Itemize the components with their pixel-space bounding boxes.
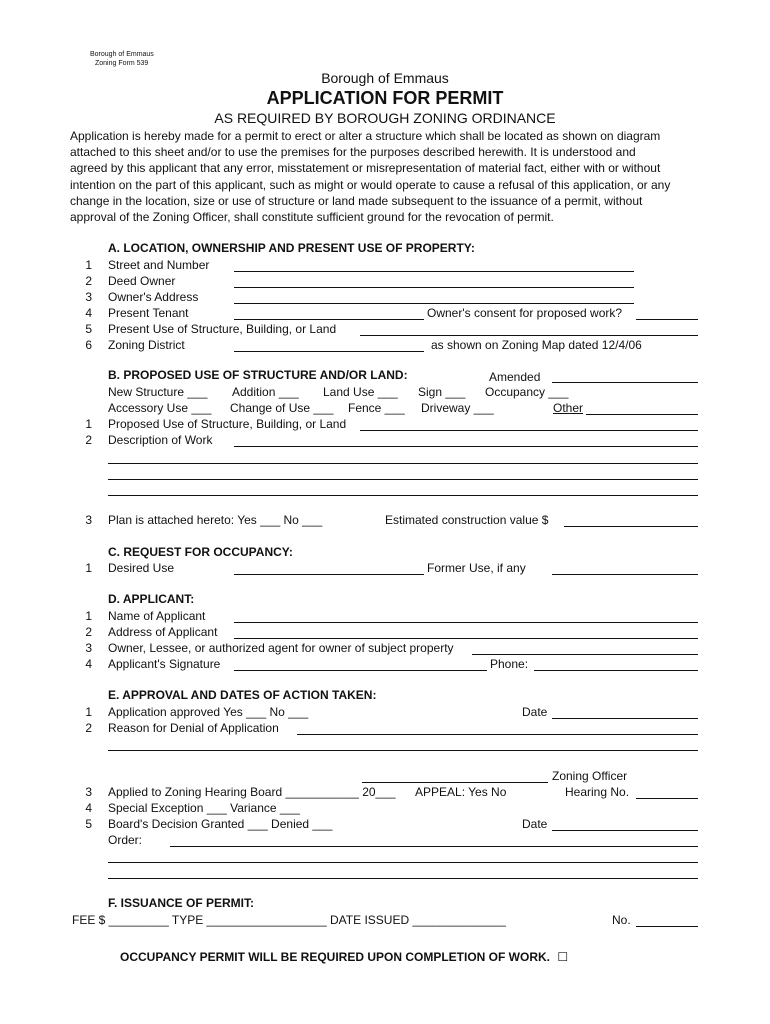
item-number: 1 <box>85 705 92 719</box>
phone-line[interactable] <box>534 670 698 671</box>
zoning-officer-signature-line[interactable] <box>362 782 548 783</box>
item-number: 3 <box>85 785 92 799</box>
other-line[interactable] <box>586 414 698 415</box>
amended-label: Amended <box>489 370 541 384</box>
applicant-signature-line[interactable] <box>234 670 487 671</box>
owner-lessee-label: Owner, Lessee, or authorized agent for owner of subject property <box>108 641 454 655</box>
order-line[interactable] <box>170 846 698 847</box>
zoning-hearing-label: Applied to Zoning Hearing Board ___________ 20___ <box>108 785 396 799</box>
applicant-name-line[interactable] <box>234 622 698 623</box>
item-number: 5 <box>85 322 92 336</box>
section-f-heading: F. ISSUANCE OF PERMIT: <box>108 896 255 910</box>
denial-reason-line[interactable] <box>108 750 698 751</box>
zoning-map-label: as shown on Zoning Map dated 12/4/06 <box>431 338 642 352</box>
hearing-no-label: Hearing No. <box>565 785 630 799</box>
form-number-label: Zoning Form 539 <box>95 60 149 67</box>
owner-consent-label: Owner's consent for proposed work? <box>427 306 623 320</box>
item-number: 2 <box>85 625 92 639</box>
zoning-officer-label: Zoning Officer <box>552 769 628 783</box>
item-number: 2 <box>85 274 92 288</box>
accessory-use-option[interactable]: Accessory Use ___ <box>108 401 212 415</box>
board-decision-label: Board's Decision Granted ___ Denied ___ <box>108 817 333 831</box>
sign-option[interactable]: Sign ___ <box>418 385 466 399</box>
section-e-heading: E. APPROVAL AND DATES OF ACTION TAKEN: <box>108 688 377 702</box>
item-number: 3 <box>85 513 92 527</box>
checkbox-icon[interactable]: ☐ <box>557 950 569 964</box>
item-number: 4 <box>85 801 92 815</box>
present-use-label: Present Use of Structure, Building, or Land <box>108 322 337 336</box>
phone-label: Phone: <box>490 657 529 671</box>
occupancy-notice-text: OCCUPANCY PERMIT WILL BE REQUIRED UPON COMPLETION OF WORK. <box>120 950 551 964</box>
owner-lessee-line[interactable] <box>472 654 698 655</box>
intro-line: attached to this sheet and/or to use the premises for the purposes described herewith. It is understood and <box>70 145 636 160</box>
item-number: 2 <box>85 433 92 447</box>
fence-option[interactable]: Fence ___ <box>348 401 405 415</box>
intro-line: Application is hereby made for a permit to erect or alter a structure which shall be located as shown on diagram <box>70 129 661 143</box>
applicant-name-label: Name of Applicant <box>108 609 206 623</box>
new-structure-option[interactable]: New Structure ___ <box>108 385 208 399</box>
present-tenant-label: Present Tenant <box>108 306 189 320</box>
section-c-heading: C. REQUEST FOR OCCUPANCY: <box>108 545 293 559</box>
applicant-address-line[interactable] <box>234 638 698 639</box>
fee-type-date-line: FEE $ _________ TYPE __________________ DATE ISSUED ______________ <box>72 913 506 927</box>
item-number: 3 <box>85 290 92 304</box>
approval-date-line[interactable] <box>552 718 698 719</box>
intro-line: agreed by this applicant that any error, misstatement or misrepresentation of material fact, either with or without <box>70 161 661 176</box>
description-work-line[interactable] <box>108 479 698 480</box>
addition-option[interactable]: Addition ___ <box>232 385 299 399</box>
appeal-label: APPEAL: Yes No <box>415 785 507 799</box>
estimated-value-line[interactable] <box>564 526 698 527</box>
owner-address-line[interactable] <box>234 303 634 304</box>
description-work-line[interactable] <box>108 495 698 496</box>
description-work-label: Description of Work <box>108 433 213 447</box>
desired-use-line[interactable] <box>234 574 424 575</box>
application-approved-label: Application approved Yes ___ No ___ <box>108 705 309 719</box>
occupancy-notice <box>120 950 568 964</box>
intro-line: change in the location, size or use of structure or land made subsequent to the issuance of a permit, without <box>70 193 643 208</box>
former-use-label: Former Use, if any <box>427 561 526 575</box>
land-use-option[interactable]: Land Use ___ <box>323 385 398 399</box>
item-number: 3 <box>85 641 92 655</box>
item-number: 1 <box>85 417 92 431</box>
item-number: 4 <box>85 657 92 671</box>
intro-line: intention on the part of this applicant, such as might or would operate to cause a refusal of this application, or any <box>70 177 671 192</box>
denial-reason-line[interactable] <box>297 734 698 735</box>
present-use-line[interactable] <box>360 335 698 336</box>
order-line[interactable] <box>108 878 698 879</box>
item-number: 1 <box>85 258 92 272</box>
permit-no-line[interactable] <box>636 926 698 927</box>
order-label: Order: <box>108 833 143 847</box>
approval-date-label: Date <box>522 705 548 719</box>
street-number-line[interactable] <box>234 271 634 272</box>
page-subtitle: AS REQUIRED BY BOROUGH ZONING ORDINANCE <box>214 110 556 126</box>
item-number: 5 <box>85 817 92 831</box>
present-tenant-line[interactable] <box>234 319 424 320</box>
deed-owner-line[interactable] <box>234 287 634 288</box>
intro-paragraph <box>70 128 710 225</box>
former-use-line[interactable] <box>552 574 698 575</box>
zoning-district-label: Zoning District <box>108 338 185 352</box>
applicant-address-label: Address of Applicant <box>108 625 218 639</box>
section-a-heading: A. LOCATION, OWNERSHIP AND PRESENT USE OF PROPERTY: <box>108 241 475 255</box>
page-title: APPLICATION FOR PERMIT <box>266 88 504 108</box>
proposed-use-label: Proposed Use of Structure, Building, or Land <box>108 417 347 431</box>
driveway-option[interactable]: Driveway ___ <box>421 401 494 415</box>
special-exception-label: Special Exception ___ Variance ___ <box>108 801 300 815</box>
proposed-use-line[interactable] <box>360 430 698 431</box>
item-number: 4 <box>85 306 92 320</box>
decision-date-label: Date <box>522 817 548 831</box>
section-b-heading: B. PROPOSED USE OF STRUCTURE AND/OR LAND: <box>108 368 408 382</box>
borough-name: Borough of Emmaus <box>321 70 449 86</box>
permit-no-label: No. <box>612 913 631 927</box>
amended-line[interactable] <box>552 382 698 383</box>
other-option[interactable]: Other <box>553 401 584 415</box>
intro-line: approval of the Zoning Officer, shall constitute sufficient ground for the revocation of permit. <box>70 210 554 225</box>
item-number: 6 <box>85 338 92 352</box>
owner-consent-line[interactable] <box>636 319 698 320</box>
estimated-value-label: Estimated construction value $ <box>385 513 549 527</box>
owner-address-label: Owner's Address <box>108 290 199 304</box>
desired-use-label: Desired Use <box>108 561 175 575</box>
zoning-district-line[interactable] <box>234 351 424 352</box>
item-number: 1 <box>85 609 92 623</box>
description-work-line[interactable] <box>108 463 698 464</box>
section-d-heading: D. APPLICANT: <box>108 592 195 606</box>
occupancy-option[interactable]: Occupancy ___ <box>485 385 569 399</box>
order-line[interactable] <box>108 862 698 863</box>
item-number: 1 <box>85 561 92 575</box>
hearing-no-line[interactable] <box>636 798 698 799</box>
form-org-label: Borough of Emmaus <box>90 51 154 58</box>
denial-reason-label: Reason for Denial of Application <box>108 721 279 735</box>
decision-date-line[interactable] <box>552 830 698 831</box>
street-number-label: Street and Number <box>108 258 210 272</box>
item-number: 2 <box>85 721 92 735</box>
description-work-line[interactable] <box>234 446 698 447</box>
plan-attached-label: Plan is attached hereto: Yes ___ No ___ <box>108 513 323 527</box>
change-of-use-option[interactable]: Change of Use ___ <box>230 401 334 415</box>
applicant-signature-label: Applicant's Signature <box>108 657 221 671</box>
deed-owner-label: Deed Owner <box>108 274 176 288</box>
